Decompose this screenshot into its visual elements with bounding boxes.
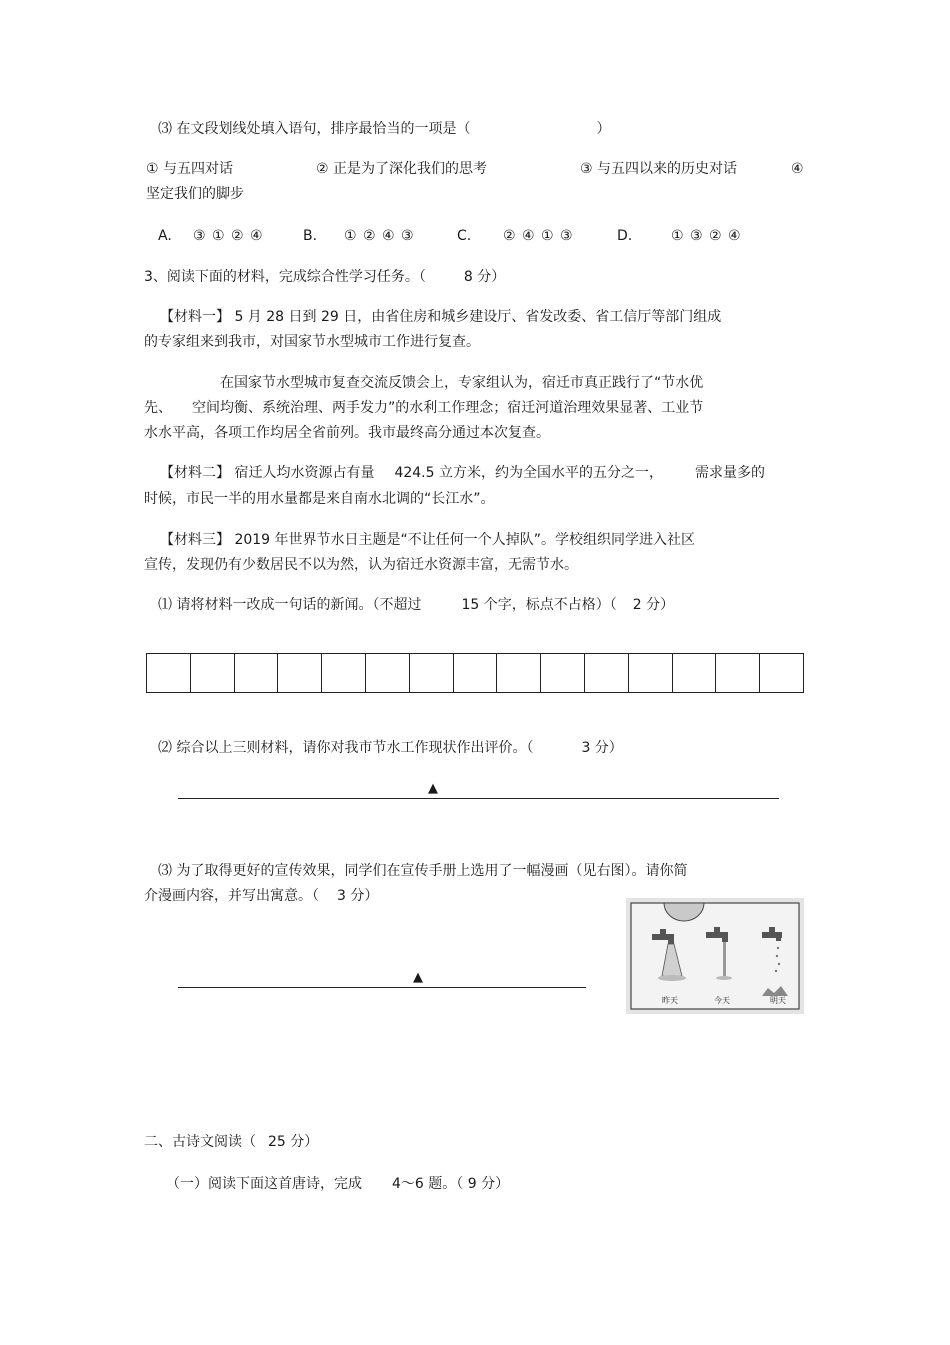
answer-cell[interactable] (585, 654, 629, 692)
material2-line1: 【材料二】 宿迁人均水资源占有量 424.5 立方米，约为全国水平的五分之一， 需求量多的 (160, 465, 765, 481)
answer-line-1[interactable] (178, 798, 779, 799)
q3-option-2: ② 正是为了深化我们的思考 (316, 161, 488, 177)
answer-line-2[interactable] (178, 987, 586, 988)
cartoon-label-today: 今天 (714, 996, 730, 1005)
section3-heading: 3、阅读下面的材料，完成综合性学习任务。（ 8 分） (144, 269, 506, 285)
choice-c-label: C. (457, 228, 472, 244)
choice-a-sequence: ③ ① ② ④ (193, 228, 264, 244)
answer-cell[interactable] (410, 654, 454, 692)
answer-cell[interactable] (366, 654, 410, 692)
subquestion-3-line2: 介漫画内容，并写出寓意。（ 3 分） (144, 888, 379, 904)
choice-c-sequence: ② ④ ① ③ (503, 228, 574, 244)
q3-option-3: ③ 与五四以来的历史对话 (580, 161, 738, 177)
material1-p2-line1: 在国家节水型城市复查交流反馈会上，专家组认为，宿迁市真正践行了“节水优 (220, 375, 704, 391)
material1-line2: 的专家组来到我市，对国家节水型城市工作进行复查。 (144, 334, 480, 350)
material1-p2-line3: 水水平高，各项工作均居全省前列。我市最终高分通过本次复查。 (144, 425, 550, 441)
answer-marker-1: ▲ (428, 781, 438, 796)
answer-marker-2: ▲ (413, 970, 423, 985)
answer-cell[interactable] (322, 654, 366, 692)
q3-option-4: ④ (791, 161, 804, 177)
answer-cell[interactable] (454, 654, 498, 692)
q3-option-4-text: 坚定我们的脚步 (146, 186, 244, 202)
material2-line2: 时候，市民一半的用水量都是来自南水北调的“长江水”。 (144, 491, 495, 507)
part2-subheading: （一）阅读下面这首唐诗，完成 4～6 题。（ 9 分） (166, 1176, 510, 1192)
choice-b-label: B. (303, 228, 318, 244)
choice-a-label: A. (158, 228, 172, 244)
cartoon-label-tomorrow: 明天 (770, 996, 786, 1005)
cartoon-label-yesterday: 昨天 (662, 996, 678, 1005)
subquestion-2: ⑵ 综合以上三则材料，请你对我市节水工作现状作出评价。（ 3 分） (158, 740, 623, 756)
water-saving-cartoon (626, 898, 804, 1014)
part2-heading: 二、古诗文阅读（ 25 分） (144, 1134, 319, 1150)
answer-cell[interactable] (235, 654, 279, 692)
subquestion-3-line1: ⑶ 为了取得更好的宣传效果，同学们在宣传手册上选用了一幅漫画（见右图）。请你简 (158, 863, 688, 879)
choice-d-sequence: ① ③ ② ④ (671, 228, 742, 244)
material1-p2-line2: 先、 空间均衡、系统治理、两手发力”的水利工作理念；宿迁河道治理效果显著、工业节 (144, 400, 704, 416)
answer-grid[interactable] (146, 653, 804, 693)
answer-cell[interactable] (497, 654, 541, 692)
q3-option-1: ① 与五四对话 (146, 161, 234, 177)
answer-cell[interactable] (278, 654, 322, 692)
subquestion-1: ⑴ 请将材料一改成一句话的新闻。（不超过 15 个字，标点不占格）（ 2 分） (158, 597, 675, 613)
answer-cell[interactable] (541, 654, 585, 692)
answer-cell[interactable] (147, 654, 191, 692)
answer-cell[interactable] (673, 654, 717, 692)
q3-stem: ⑶ 在文段划线处填入语句，排序最恰当的一项是（ ） (158, 121, 611, 137)
answer-cell[interactable] (191, 654, 235, 692)
answer-cell[interactable] (629, 654, 673, 692)
answer-cell[interactable] (760, 654, 803, 692)
material3-line1: 【材料三】 2019 年世界节水日主题是“不让任何一个人掉队”。学校组织同学进入社区 (160, 532, 696, 548)
choice-b-sequence: ① ② ④ ③ (344, 228, 415, 244)
choice-d-label: D. (617, 228, 633, 244)
material3-line2: 宣传，发现仍有少数居民不以为然，认为宿迁水资源丰富，无需节水。 (144, 557, 578, 573)
material1-line1: 【材料一】 5 月 28 日到 29 日，由省住房和城乡建设厅、省发改委、省工信厅等部门组成 (160, 309, 722, 325)
answer-cell[interactable] (716, 654, 760, 692)
